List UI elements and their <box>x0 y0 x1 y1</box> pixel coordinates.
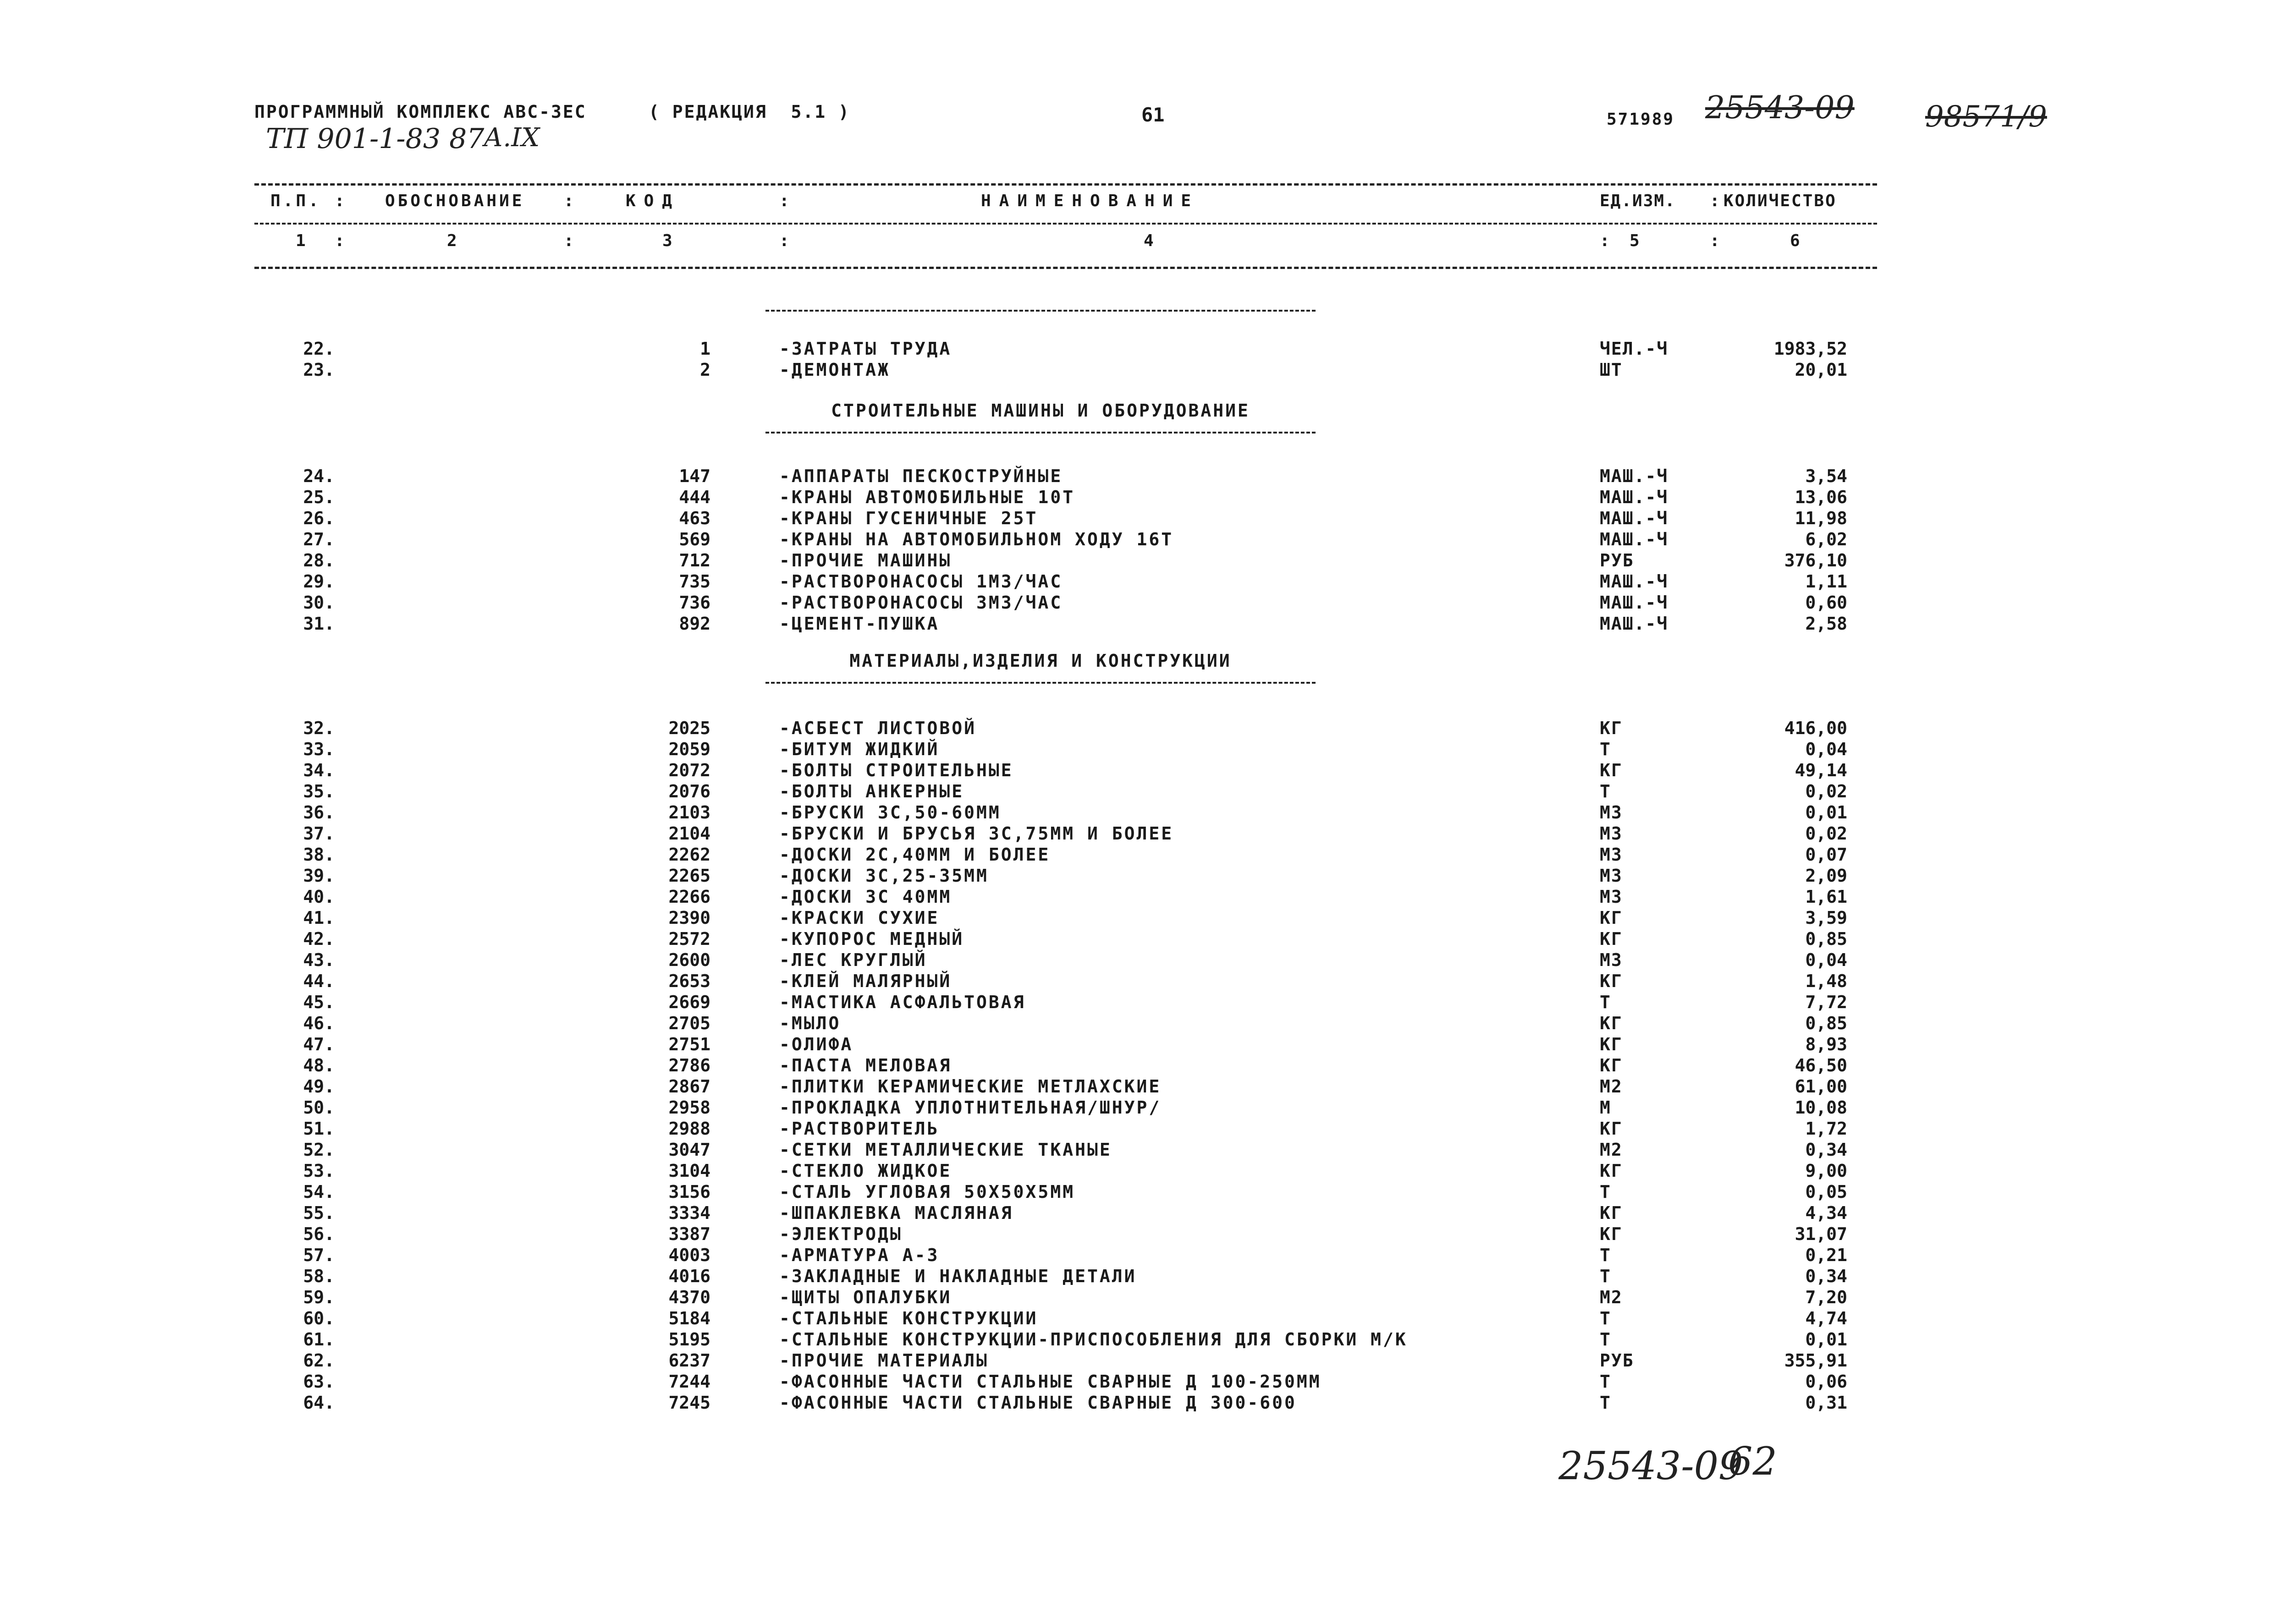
row-quantity: 376,10 <box>1784 550 1847 571</box>
col-num-2: 2 <box>447 231 460 250</box>
row-number: 52. <box>303 1140 335 1160</box>
row-code: 2600 <box>668 950 710 970</box>
row-quantity: 13,06 <box>1795 487 1847 507</box>
row-unit: М2 <box>1600 1140 1623 1160</box>
row-name: -РАСТВОРОНАСОСЫ 1М3/ЧАС <box>779 571 1063 592</box>
row-number: 26. <box>303 508 335 528</box>
row-unit: РУБ <box>1600 550 1634 571</box>
row-code: 444 <box>679 487 710 507</box>
row-code: 2266 <box>668 887 710 907</box>
row-code: 5195 <box>668 1329 710 1350</box>
col-num-6: 6 <box>1790 231 1803 250</box>
table-row <box>0 1097 2274 1118</box>
col-num-1: 1 <box>296 231 308 250</box>
row-number: 45. <box>303 992 335 1012</box>
row-quantity: 10,08 <box>1795 1097 1847 1118</box>
table-row <box>0 1287 2274 1308</box>
row-number: 41. <box>303 908 335 928</box>
row-number: 44. <box>303 971 335 991</box>
row-code: 463 <box>679 508 710 528</box>
row-number: 32. <box>303 718 335 738</box>
row-name: -СТЕКЛО ЖИДКОЕ <box>779 1161 952 1181</box>
row-quantity: 46,50 <box>1795 1055 1847 1075</box>
row-number: 39. <box>303 866 335 886</box>
col-header-qty: КОЛИЧЕСТВО <box>1723 192 1837 210</box>
row-name: -ПАСТА МЕЛОВАЯ <box>779 1055 952 1075</box>
row-name: -СЕТКИ МЕТАЛЛИЧЕСКИЕ ТКАНЫЕ <box>779 1140 1112 1160</box>
row-code: 2076 <box>668 781 710 801</box>
row-quantity: 0,04 <box>1805 739 1847 759</box>
row-name: -ДОСКИ 3С 40ММ <box>779 887 952 907</box>
row-unit: М3 <box>1600 802 1623 823</box>
table-row <box>0 760 2274 781</box>
table-row <box>0 592 2274 613</box>
row-name: -МЫЛО <box>779 1013 841 1033</box>
row-number: 51. <box>303 1119 335 1139</box>
row-quantity: 0,06 <box>1805 1372 1847 1392</box>
row-unit: М3 <box>1600 823 1623 844</box>
row-number: 23. <box>303 360 335 380</box>
row-code: 2705 <box>668 1013 710 1033</box>
page-number: 61 <box>1141 104 1165 126</box>
row-code: 569 <box>679 529 710 549</box>
row-quantity: 0,31 <box>1805 1393 1847 1413</box>
row-unit: Т <box>1600 1329 1611 1350</box>
table-row <box>0 844 2274 865</box>
row-number: 35. <box>303 781 335 801</box>
table-row <box>0 1034 2274 1055</box>
row-unit: М3 <box>1600 887 1623 907</box>
row-code: 3047 <box>668 1140 710 1160</box>
row-quantity: 2,58 <box>1805 614 1847 634</box>
table-row <box>0 1308 2274 1329</box>
row-name: -ДЕМОНТАЖ <box>779 360 890 380</box>
row-name: -ЩИТЫ ОПАЛУБКИ <box>779 1287 952 1307</box>
row-number: 38. <box>303 845 335 865</box>
row-quantity: 0,05 <box>1805 1182 1847 1202</box>
row-quantity: 11,98 <box>1795 508 1847 528</box>
row-code: 3387 <box>668 1224 710 1244</box>
row-number: 36. <box>303 802 335 823</box>
row-quantity: 0,07 <box>1805 845 1847 865</box>
table-row <box>0 781 2274 802</box>
row-unit: Т <box>1600 1182 1611 1202</box>
row-number: 56. <box>303 1224 335 1244</box>
table-row <box>0 992 2274 1013</box>
row-number: 60. <box>303 1308 335 1328</box>
row-number: 29. <box>303 571 335 592</box>
row-quantity: 4,34 <box>1805 1203 1847 1223</box>
col-separator: : <box>564 192 577 210</box>
row-quantity: 0,60 <box>1805 593 1847 613</box>
row-code: 2262 <box>668 845 710 865</box>
section-rule <box>765 310 1316 312</box>
row-unit: Т <box>1600 1266 1611 1286</box>
row-code: 4370 <box>668 1287 710 1307</box>
row-name: -АРМАТУРА А-3 <box>779 1245 940 1265</box>
row-quantity: 0,02 <box>1805 781 1847 801</box>
row-unit: М3 <box>1600 950 1623 970</box>
row-number: 50. <box>303 1097 335 1118</box>
row-name: -ОЛИФА <box>779 1034 853 1054</box>
row-number: 59. <box>303 1287 335 1307</box>
handwritten-page-number: 62 <box>1728 1439 1777 1484</box>
handwritten-doc-number: 25543-09 <box>1558 1443 1743 1488</box>
table-row <box>0 1160 2274 1181</box>
col-separator: : <box>564 231 577 250</box>
table-row <box>0 928 2274 949</box>
row-quantity: 0,85 <box>1805 1013 1847 1033</box>
row-quantity: 6,02 <box>1805 529 1847 549</box>
row-quantity: 2,09 <box>1805 866 1847 886</box>
row-quantity: 20,01 <box>1795 360 1847 380</box>
row-code: 7245 <box>668 1393 710 1413</box>
row-unit: ШТ <box>1600 360 1623 380</box>
row-code: 7244 <box>668 1372 710 1392</box>
row-number: 54. <box>303 1182 335 1202</box>
table-row <box>0 865 2274 886</box>
row-quantity: 9,00 <box>1805 1161 1847 1181</box>
row-name: -БОЛТЫ АНКЕРНЫЕ <box>779 781 964 801</box>
row-quantity: 4,74 <box>1805 1308 1847 1328</box>
row-unit: Т <box>1600 1393 1611 1413</box>
row-unit: РУБ <box>1600 1350 1634 1371</box>
row-quantity: 3,54 <box>1805 466 1847 486</box>
section-title: МАТЕРИАЛЫ,ИЗДЕЛИЯ И КОНСТРУКЦИИ <box>849 651 1232 671</box>
row-name: -МАСТИКА АСФАЛЬТОВАЯ <box>779 992 1026 1012</box>
row-code: 2265 <box>668 866 710 886</box>
table-row <box>0 823 2274 844</box>
row-unit: КГ <box>1600 1055 1623 1075</box>
table-row <box>0 529 2274 550</box>
row-quantity: 416,00 <box>1784 718 1847 738</box>
row-code: 2958 <box>668 1097 710 1118</box>
row-unit: Т <box>1600 1308 1611 1328</box>
row-name: -БОЛТЫ СТРОИТЕЛЬНЫЕ <box>779 760 1013 780</box>
row-name: -РАСТВОРОНАСОСЫ 3М3/ЧАС <box>779 593 1063 613</box>
row-unit: Т <box>1600 1245 1611 1265</box>
row-unit: М3 <box>1600 866 1623 886</box>
row-number: 55. <box>303 1203 335 1223</box>
table-row <box>0 802 2274 823</box>
edition-label: ( РЕДАКЦИЯ 5.1 ) <box>649 102 850 122</box>
row-number: 57. <box>303 1245 335 1265</box>
row-code: 712 <box>679 550 710 571</box>
row-code: 2 <box>700 360 710 380</box>
row-unit: МАШ.-Ч <box>1600 529 1668 549</box>
row-code: 2104 <box>668 823 710 844</box>
row-number: 34. <box>303 760 335 780</box>
row-number: 43. <box>303 950 335 970</box>
col-separator: : <box>335 231 347 250</box>
row-quantity: 61,00 <box>1795 1076 1847 1097</box>
row-quantity: 8,93 <box>1805 1034 1847 1054</box>
row-name: -ДОСКИ 3С,25-35ММ <box>779 866 989 886</box>
row-number: 33. <box>303 739 335 759</box>
row-name: -КЛЕЙ МАЛЯРНЫЙ <box>779 971 952 991</box>
col-header-basis: ОБОСНОВАНИЕ <box>385 192 525 210</box>
col-num-4: 4 <box>1144 231 1156 250</box>
row-name: -ФАСОННЫЕ ЧАСТИ СТАЛЬНЫЕ СВАРНЫЕ Д 100-250ММ <box>779 1372 1321 1392</box>
row-number: 63. <box>303 1372 335 1392</box>
row-number: 61. <box>303 1329 335 1350</box>
table-row <box>0 508 2274 529</box>
row-number: 42. <box>303 929 335 949</box>
row-name: -ЛЕС КРУГЛЫЙ <box>779 950 927 970</box>
row-code: 2867 <box>668 1076 710 1097</box>
table-row <box>0 571 2274 592</box>
table-row <box>0 1371 2274 1392</box>
row-name: -ПРОЧИЕ МАШИНЫ <box>779 550 952 571</box>
row-number: 53. <box>303 1161 335 1181</box>
row-name: -СТАЛЬНЫЕ КОНСТРУКЦИИ <box>779 1308 1038 1328</box>
program-title: ПРОГРАММНЫЙ КОМПЛЕКС АВС-3ЕС <box>254 102 587 122</box>
row-unit: МАШ.-Ч <box>1600 466 1668 486</box>
table-row <box>0 1329 2274 1350</box>
table-row <box>0 907 2274 928</box>
col-separator: : <box>335 192 347 210</box>
row-unit: КГ <box>1600 929 1623 949</box>
row-code: 4003 <box>668 1245 710 1265</box>
table-row <box>0 487 2274 508</box>
row-name: -КРАНЫ АВТОМОБИЛЬНЫЕ 10Т <box>779 487 1075 507</box>
col-header-code: КОД <box>626 192 681 210</box>
row-quantity: 0,04 <box>1805 950 1847 970</box>
row-code: 2390 <box>668 908 710 928</box>
row-number: 30. <box>303 593 335 613</box>
col-separator: : <box>1710 192 1723 210</box>
row-name: -ПРОЧИЕ МАТЕРИАЛЫ <box>779 1350 989 1371</box>
table-row <box>0 718 2274 739</box>
table-row <box>0 1350 2274 1371</box>
row-unit: КГ <box>1600 718 1623 738</box>
section-rule <box>765 682 1316 684</box>
row-name: -РАСТВОРИТЕЛЬ <box>779 1119 940 1139</box>
table-row <box>0 1055 2274 1076</box>
album-label: А.IX <box>484 123 540 153</box>
row-quantity: 0,01 <box>1805 802 1847 823</box>
row-name: -ЭЛЕКТРОДЫ <box>779 1224 903 1244</box>
row-quantity: 0,02 <box>1805 823 1847 844</box>
row-quantity: 0,21 <box>1805 1245 1847 1265</box>
table-row <box>0 1392 2274 1413</box>
row-unit: М2 <box>1600 1076 1623 1097</box>
table-row <box>0 550 2274 571</box>
row-unit: КГ <box>1600 1224 1623 1244</box>
row-number: 58. <box>303 1266 335 1286</box>
row-quantity: 1,48 <box>1805 971 1847 991</box>
row-code: 2572 <box>668 929 710 949</box>
col-separator: : <box>1600 231 1613 250</box>
row-quantity: 1,11 <box>1805 571 1847 592</box>
row-quantity: 3,59 <box>1805 908 1847 928</box>
row-code: 1 <box>700 339 710 359</box>
table-row <box>0 613 2274 634</box>
row-number: 27. <box>303 529 335 549</box>
row-number: 31. <box>303 614 335 634</box>
row-code: 892 <box>679 614 710 634</box>
row-code: 2786 <box>668 1055 710 1075</box>
row-quantity: 7,72 <box>1805 992 1847 1012</box>
row-unit: КГ <box>1600 1119 1623 1139</box>
col-header-num: П.П. <box>270 192 321 210</box>
table-row <box>0 359 2274 380</box>
row-unit: КГ <box>1600 971 1623 991</box>
table-row <box>0 1139 2274 1160</box>
table-row <box>0 739 2274 760</box>
row-unit: КГ <box>1600 760 1623 780</box>
row-unit: М2 <box>1600 1287 1623 1307</box>
row-code: 3104 <box>668 1161 710 1181</box>
row-code: 2072 <box>668 760 710 780</box>
row-unit: КГ <box>1600 908 1623 928</box>
row-name: -ЗАКЛАДНЫЕ И НАКЛАДНЫЕ ДЕТАЛИ <box>779 1266 1137 1286</box>
row-unit: КГ <box>1600 1203 1623 1223</box>
row-number: 48. <box>303 1055 335 1075</box>
row-quantity: 1,61 <box>1805 887 1847 907</box>
row-name: -КРАСКИ СУХИЕ <box>779 908 940 928</box>
row-quantity: 1,72 <box>1805 1119 1847 1139</box>
row-name: -ДОСКИ 2С,40ММ И БОЛЕЕ <box>779 845 1051 865</box>
row-code: 2988 <box>668 1119 710 1139</box>
row-quantity: 49,14 <box>1795 760 1847 780</box>
row-name: -АППАРАТЫ ПЕСКОСТРУЙНЫЕ <box>779 466 1063 486</box>
table-row <box>0 1013 2274 1034</box>
row-code: 6237 <box>668 1350 710 1371</box>
row-number: 37. <box>303 823 335 844</box>
row-number: 49. <box>303 1076 335 1097</box>
col-header-unit: ЕД.ИЗМ. <box>1600 192 1676 210</box>
row-name: -ШПАКЛЕВКА МАСЛЯНАЯ <box>779 1203 1013 1223</box>
row-quantity: 0,01 <box>1805 1329 1847 1350</box>
row-number: 40. <box>303 887 335 907</box>
row-number: 47. <box>303 1034 335 1054</box>
col-num-3: 3 <box>662 231 675 250</box>
row-unit: ЧЕЛ.-Ч <box>1600 339 1668 359</box>
row-unit: КГ <box>1600 1034 1623 1054</box>
table-row <box>0 886 2274 907</box>
row-unit: Т <box>1600 992 1611 1012</box>
row-unit: КГ <box>1600 1013 1623 1033</box>
row-unit: М <box>1600 1097 1611 1118</box>
row-unit: МАШ.-Ч <box>1600 593 1668 613</box>
header-rule-top <box>254 183 1877 186</box>
table-row <box>0 466 2274 487</box>
margin-note: 98571/9 <box>1925 100 2047 134</box>
row-name: -СТАЛЬНЫЕ КОНСТРУКЦИИ-ПРИСПОСОБЛЕНИЯ ДЛЯ СБОРКИ М/К <box>779 1329 1408 1350</box>
row-number: 46. <box>303 1013 335 1033</box>
section-rule <box>765 432 1316 433</box>
row-quantity: 31,07 <box>1795 1224 1847 1244</box>
row-name: -КРАНЫ ГУСЕНИЧНЫЕ 25Т <box>779 508 1038 528</box>
row-name: -БИТУМ ЖИДКИЙ <box>779 739 940 759</box>
table-row <box>0 949 2274 971</box>
col-separator: : <box>1710 231 1723 250</box>
doc-number: 571989 <box>1607 110 1675 129</box>
row-code: 2669 <box>668 992 710 1012</box>
row-code: 2059 <box>668 739 710 759</box>
struck-stamp: 25543-09 <box>1705 90 1855 126</box>
header-rule-mid <box>254 223 1877 225</box>
row-unit: МАШ.-Ч <box>1600 614 1668 634</box>
row-code: 147 <box>679 466 710 486</box>
row-quantity: 0,85 <box>1805 929 1847 949</box>
row-name: -ЗАТРАТЫ ТРУДА <box>779 339 952 359</box>
row-name: -КРАНЫ НА АВТОМОБИЛЬНОМ ХОДУ 16Т <box>779 529 1174 549</box>
table-row <box>0 1118 2274 1139</box>
row-unit: Т <box>1600 739 1611 759</box>
row-name: -СТАЛЬ УГЛОВАЯ 50Х50Х5ММ <box>779 1182 1075 1202</box>
row-name: -КУПОРОС МЕДНЫЙ <box>779 929 964 949</box>
row-name: -ЦЕМЕНТ-ПУШКА <box>779 614 940 634</box>
table-row <box>0 1076 2274 1097</box>
row-name: -БРУСКИ И БРУСЬЯ 3С,75ММ И БОЛЕЕ <box>779 823 1174 844</box>
row-quantity: 1983,52 <box>1773 339 1847 359</box>
row-quantity: 7,20 <box>1805 1287 1847 1307</box>
table-row <box>0 1223 2274 1245</box>
row-code: 2751 <box>668 1034 710 1054</box>
col-num-5: 5 <box>1630 231 1642 250</box>
row-unit: КГ <box>1600 1161 1623 1181</box>
row-name: -ПРОКЛАДКА УПЛОТНИТЕЛЬНАЯ/ШНУР/ <box>779 1097 1162 1118</box>
row-unit: МАШ.-Ч <box>1600 487 1668 507</box>
row-unit: Т <box>1600 1372 1611 1392</box>
row-quantity: 0,34 <box>1805 1266 1847 1286</box>
col-separator: : <box>779 192 792 210</box>
header-rule-bottom <box>254 267 1877 269</box>
section-title: СТРОИТЕЛЬНЫЕ МАШИНЫ И ОБОРУДОВАНИЕ <box>831 401 1250 421</box>
col-separator: : <box>779 231 792 250</box>
row-code: 2653 <box>668 971 710 991</box>
row-unit: Т <box>1600 781 1611 801</box>
project-code: ТП 901-1-83 87 <box>266 123 485 155</box>
row-number: 24. <box>303 466 335 486</box>
row-name: -БРУСКИ 3С,50-60ММ <box>779 802 1001 823</box>
row-code: 736 <box>679 593 710 613</box>
row-name: -ФАСОННЫЕ ЧАСТИ СТАЛЬНЫЕ СВАРНЫЕ Д 300-600 <box>779 1393 1297 1413</box>
table-row <box>0 1181 2274 1202</box>
row-name: -ПЛИТКИ КЕРАМИЧЕСКИЕ МЕТЛАХСКИЕ <box>779 1076 1162 1097</box>
row-quantity: 355,91 <box>1784 1350 1847 1371</box>
row-code: 5184 <box>668 1308 710 1328</box>
row-number: 22. <box>303 339 335 359</box>
row-code: 4016 <box>668 1266 710 1286</box>
row-code: 2103 <box>668 802 710 823</box>
row-quantity: 0,34 <box>1805 1140 1847 1160</box>
row-code: 735 <box>679 571 710 592</box>
row-code: 2025 <box>668 718 710 738</box>
row-code: 3156 <box>668 1182 710 1202</box>
table-row <box>0 338 2274 359</box>
row-name: -АСБЕСТ ЛИСТОВОЙ <box>779 718 977 738</box>
row-code: 3334 <box>668 1203 710 1223</box>
table-row <box>0 971 2274 992</box>
table-row <box>0 1266 2274 1287</box>
col-header-name: НАИМЕНОВАНИЕ <box>981 192 1200 210</box>
row-number: 25. <box>303 487 335 507</box>
row-number: 28. <box>303 550 335 571</box>
row-unit: М3 <box>1600 845 1623 865</box>
row-number: 62. <box>303 1350 335 1371</box>
row-unit: МАШ.-Ч <box>1600 508 1668 528</box>
table-row <box>0 1245 2274 1266</box>
row-unit: МАШ.-Ч <box>1600 571 1668 592</box>
table-row <box>0 1202 2274 1223</box>
row-number: 64. <box>303 1393 335 1413</box>
